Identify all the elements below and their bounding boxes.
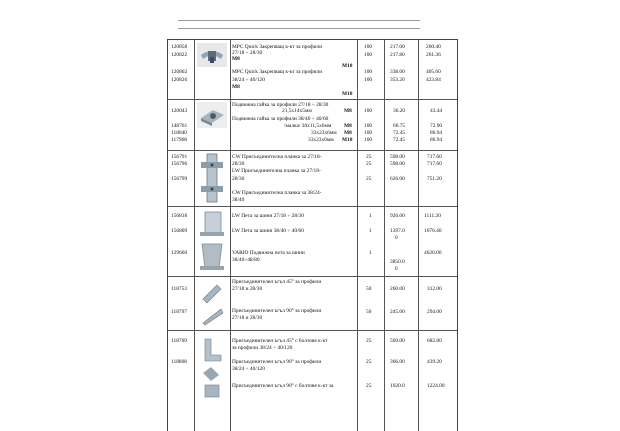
rail-foot-image [197, 210, 227, 272]
description-cell: 38/24 ÷ 40/120 [232, 366, 265, 372]
price-cell: 1020.0 [390, 383, 405, 389]
description-cell: /малка/ 30х11,5х6мм [284, 123, 332, 129]
total-cell: 86.94 [430, 137, 443, 143]
description-cell: LW Присъединителна планка за 27/18- [232, 168, 321, 174]
qty-cell: 25 [366, 154, 372, 160]
description-cell: за профили 38/24 ÷ 40/120 [232, 345, 293, 351]
price-cell: 36.20 [393, 108, 406, 114]
description-cell: 27/18 и 28/30 [232, 315, 263, 321]
code-cell: 118753 [171, 286, 187, 292]
code-cell: 156809 [171, 228, 188, 234]
qty-cell: 100 [364, 108, 373, 114]
qty-cell: 100 [364, 69, 373, 75]
description-cell: 27/18 и 28/30 [232, 286, 263, 292]
code-cell: 156799 [171, 176, 188, 182]
total-cell: 72.90 [430, 123, 443, 129]
total-cell: 682.80 [427, 338, 442, 344]
code-cell: 118769 [171, 338, 187, 344]
code-cell: 156818 [171, 213, 188, 219]
description-cell: LW Пета за шини 38/40 ÷ 40/60 [232, 228, 304, 234]
total-cell: 717.60 [427, 161, 442, 167]
code-cell: 117968 [171, 137, 187, 143]
price-cell: 338.00 [390, 69, 405, 75]
code-cell: 129660 [171, 250, 188, 256]
price-cell: 0 [395, 235, 398, 241]
total-cell: 1111.20 [424, 213, 441, 219]
total-cell: 717.60 [427, 154, 442, 160]
corner-angle-90-image [197, 333, 227, 401]
total-cell: 4620.00 [424, 250, 442, 256]
total-cell: 261.36 [426, 52, 441, 58]
qty-cell: 1 [369, 250, 372, 256]
total-cell: 751.20 [427, 176, 442, 182]
total-cell: 43.44 [430, 108, 443, 114]
description-cell: 28/30 [232, 176, 245, 182]
description-cell: M8 [344, 130, 352, 136]
corner-angle-45-image [197, 279, 227, 327]
qty-cell: 100 [364, 44, 373, 50]
total-cell: 1224.00 [427, 383, 445, 389]
price-cell: 72.45 [393, 137, 406, 143]
code-cell: 118797 [171, 309, 187, 315]
code-cell: 148761 [171, 123, 188, 129]
price-cell: 260.00 [390, 286, 405, 292]
total-cell: 260.40 [426, 44, 441, 50]
price-cell: 60.75 [393, 123, 406, 129]
code-cell: 156791 [171, 154, 188, 160]
description-cell: VARIO Подвижна пета за шини [232, 250, 305, 256]
code-cell: 156796 [171, 161, 188, 167]
header-rule-bottom [178, 28, 420, 29]
qty-cell: 100 [364, 123, 373, 129]
description-cell: Присъединителен ъгъл 45° с болтове к-кт [232, 338, 328, 344]
description-cell: M8 [344, 108, 352, 114]
qty-cell: 25 [366, 161, 372, 167]
description-cell: 38/40 [232, 197, 245, 203]
qty-cell: 100 [364, 52, 373, 58]
description-cell: M10 [342, 63, 353, 69]
total-cell: 312.00 [427, 286, 442, 292]
qty-cell: 100 [364, 77, 373, 83]
total-cell: 423.84 [426, 77, 441, 83]
description-cell: 21,5х14х5мм [282, 108, 312, 114]
code-cell: 120043 [171, 108, 188, 114]
price-cell: 569.00 [390, 338, 405, 344]
description-cell: Подвижна гайка за профили 38/40 ÷ 40/60 [232, 116, 329, 122]
price-cell: 0 [395, 266, 398, 272]
qty-cell: 100 [364, 130, 373, 136]
qty-cell: 25 [366, 338, 372, 344]
price-cell: 72.45 [393, 130, 406, 136]
description-cell: 33х23х6мм [308, 137, 334, 143]
description-cell: 38/24 ÷ 40/120 [232, 77, 265, 83]
code-cell: 118808 [171, 359, 187, 365]
description-cell: 38/40÷48/80 [232, 257, 260, 263]
description-cell: Присъединителен ъгъл 45° за профили [232, 279, 322, 285]
description-cell: M8 [232, 56, 240, 62]
description-cell: Присъединителен ъгъл 90° за профили [232, 308, 322, 314]
description-cell: Присъединителен ъгъл 90° за профили [232, 359, 322, 365]
code-cell: 120858 [171, 44, 188, 50]
quick-clamp-image [197, 43, 227, 67]
price-cell: 626.00 [390, 176, 405, 182]
code-cell: 120826 [171, 77, 188, 83]
description-cell: Присъединителен ъгъл 90° с болтове к-кт за [232, 383, 334, 389]
price-cell: 1397.0 [390, 228, 405, 234]
qty-cell: 25 [366, 383, 372, 389]
price-cell: 3850.0 [390, 259, 405, 265]
description-cell: CW Присъединителна планка за 27/18- [232, 154, 322, 160]
description-cell: 28/30 [232, 161, 245, 167]
qty-cell: 50 [366, 309, 372, 315]
sliding-nut-image [197, 102, 227, 128]
total-cell: 439.20 [427, 359, 442, 365]
price-cell: 366.00 [390, 359, 405, 365]
total-cell: 86.94 [430, 130, 443, 136]
header-rule-top [178, 20, 420, 21]
description-cell: M10 [342, 91, 353, 97]
code-cell: 120822 [171, 52, 188, 58]
description-cell: M8 [232, 84, 240, 90]
description-cell: M8 [344, 123, 352, 129]
qty-cell: 1 [369, 213, 372, 219]
price-cell: 598.00 [390, 161, 405, 167]
qty-cell: 1 [369, 228, 372, 234]
price-cell: 245.00 [390, 309, 405, 315]
qty-cell: 100 [364, 137, 373, 143]
description-cell: LW Пета за шини 27/18 ÷ 28/30 [232, 213, 304, 219]
code-cell: 120862 [171, 69, 188, 75]
total-cell: 405.60 [426, 69, 441, 75]
description-cell: M10 [342, 137, 353, 143]
total-cell: 294.00 [427, 309, 442, 315]
qty-cell: 50 [366, 286, 372, 292]
price-cell: 598.00 [390, 154, 405, 160]
price-cell: 217.00 [390, 44, 405, 50]
description-cell: 27/18 ÷ 28/30 [232, 50, 263, 56]
code-cell: 118040 [171, 130, 187, 136]
description-cell: Подвижна гайка за профили 27/18 ÷ 28/30 [232, 102, 329, 108]
price-cell: 926.00 [390, 213, 405, 219]
price-table [167, 39, 458, 431]
price-cell: 353.20 [390, 77, 405, 83]
qty-cell: 25 [366, 359, 372, 365]
price-cell: 217.80 [390, 52, 405, 58]
description-cell: МРС Quick Закрепващ к-кт за профили [232, 69, 323, 75]
connection-plate-image [197, 152, 227, 204]
description-cell: CW Присъединителна планка за 38/24- [232, 190, 322, 196]
description-cell: МРС Quick Закрепващ к-кт за профили [232, 44, 323, 50]
total-cell: 1676.40 [424, 228, 442, 234]
qty-cell: 25 [366, 176, 372, 182]
description-cell: 33х23х6мм [311, 130, 337, 136]
